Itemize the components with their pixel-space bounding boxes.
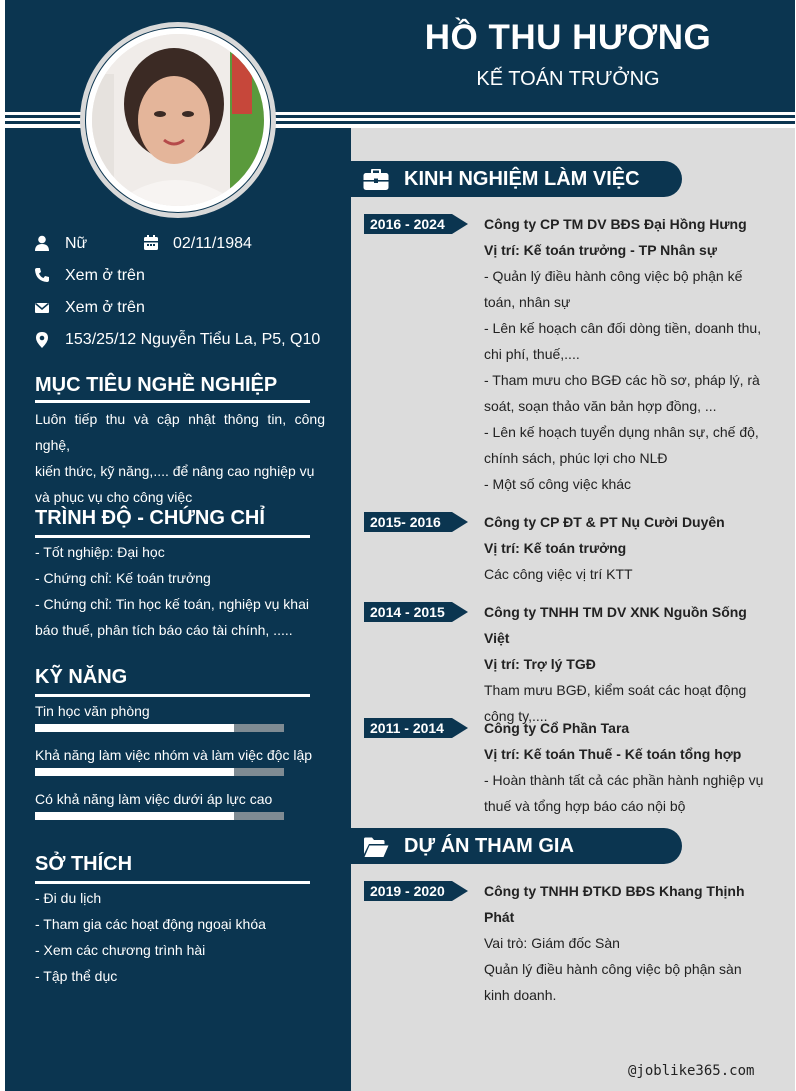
projects-title: DỰ ÁN THAM GIA	[404, 835, 574, 857]
avatar	[92, 34, 264, 206]
job-line: - Một số công việc khác	[484, 476, 632, 492]
job-line: toán, nhân sự	[484, 294, 571, 310]
job-line: - Hoàn thành tất cả các phần hành nghiệp vụ	[484, 772, 764, 788]
education-divider	[35, 535, 310, 538]
skill-label: Tin học văn phòng	[35, 703, 150, 719]
period-text: 2014 - 2015	[370, 604, 445, 620]
skill-bar	[35, 768, 284, 776]
job-position: Vị trí: Kế toán Thuế - Kế toán tổng hợp	[484, 746, 742, 762]
job-company: Công ty TNHH TM DV XNK Nguồn Sống Việt	[484, 604, 747, 646]
hobbies-divider	[35, 881, 310, 884]
candidate-name: HỒ THU HƯƠNG	[424, 18, 712, 57]
project-line: kinh doanh.	[484, 987, 557, 1003]
location-icon	[34, 332, 50, 348]
job-company: Công ty CP TM DV BĐS Đại Hồng Hưng	[484, 216, 747, 232]
skill-label: Có khả năng làm việc dưới áp lực cao	[35, 791, 273, 807]
period-arrow	[452, 881, 468, 901]
job-entry	[484, 509, 765, 587]
experience-title: KINH NGHIỆM LÀM VIỆC	[404, 168, 640, 190]
objective-line: Luôn tiếp thu và cập nhật thông tin, công nghệ,	[35, 411, 325, 453]
objective-text	[35, 406, 325, 510]
period-text: 2015- 2016	[370, 514, 441, 530]
skill-label: Khả năng làm việc nhóm và làm việc độc lập	[35, 747, 313, 763]
period-text: 2019 - 2020	[370, 883, 445, 899]
briefcase-icon	[363, 169, 389, 191]
address-value: 153/25/12 Nguyễn Tiểu La, P5, Q10	[65, 331, 321, 348]
education-line: báo thuế, phân tích báo cáo tài chính, .....	[35, 622, 293, 638]
period-arrow	[452, 512, 468, 532]
calendar-icon	[143, 235, 159, 251]
education-text	[35, 539, 325, 643]
project-company: Công ty TNHH ĐTKD BĐS Khang Thịnh Phát	[484, 883, 745, 925]
objective-divider	[35, 400, 310, 403]
phone-value: Xem ở trên	[65, 267, 145, 284]
skill-bar	[35, 724, 284, 732]
projects-band	[351, 828, 682, 864]
hobbies-title: SỞ THÍCH	[35, 853, 133, 875]
email-icon	[34, 300, 50, 316]
skill-bar-fill	[35, 724, 234, 732]
job-line: - Quản lý điều hành công việc bộ phận kế	[484, 268, 743, 284]
user-icon	[34, 235, 50, 251]
education-line: - Tốt nghiệp: Đại học	[35, 544, 165, 560]
education-title: TRÌNH ĐỘ - CHỨNG CHỈ	[35, 507, 265, 529]
brand-watermark: @joblike365.com	[628, 1063, 755, 1079]
job-line: thuế và tổng hợp báo cáo nội bộ	[484, 798, 686, 814]
hobby-item: - Tham gia các hoạt động ngoại khóa	[35, 916, 266, 932]
job-position: Vị trí: Trợ lý TGĐ	[484, 656, 596, 672]
period-arrow	[452, 602, 468, 622]
objective-line: và phục vụ cho công việc	[35, 489, 193, 505]
email-value: Xem ở trên	[65, 299, 145, 316]
job-line: Các công việc vị trí KTT	[484, 566, 633, 582]
job-position: Vị trí: Kế toán trưởng	[484, 540, 627, 556]
skill-bar-fill	[35, 812, 234, 820]
period-text: 2011 - 2014	[370, 720, 444, 736]
skill-bar	[35, 812, 284, 820]
birthday-value: 02/11/1984	[173, 235, 252, 252]
job-line: công ty,....	[484, 708, 548, 724]
job-line: chính sách, phúc lợi cho NLĐ	[484, 450, 668, 466]
job-line: soát, soạn thảo văn bản hợp đồng, ...	[484, 398, 717, 414]
job-position: Vị trí: Kế toán trưởng - TP Nhân sự	[484, 242, 717, 258]
phone-icon	[34, 267, 50, 283]
avatar-portrait	[92, 34, 264, 206]
objective-line: kiến thức, kỹ năng,.... để nâng cao nghiệp vụ	[35, 463, 315, 479]
job-entry	[484, 599, 765, 729]
period-text: 2016 - 2024	[370, 216, 445, 232]
job-line: - Lên kế hoạch cân đối dòng tiền, doanh thu,	[484, 320, 762, 336]
job-line: chi phí, thuế,....	[484, 346, 580, 362]
project-entry	[484, 878, 765, 1008]
job-line: Tham mưu BGĐ, kiểm soát các hoạt động	[484, 682, 747, 698]
job-entry	[484, 211, 765, 497]
candidate-title: KẾ TOÁN TRƯỞNG	[476, 68, 660, 90]
experience-band	[351, 161, 682, 197]
hobby-item: - Đi du lịch	[35, 890, 102, 906]
period-arrow	[452, 214, 468, 234]
folder-open-icon	[363, 836, 389, 858]
period-arrow	[452, 718, 468, 738]
hobby-item: - Tập thể dục	[35, 968, 118, 984]
education-line: - Chứng chỉ: Tin học kế toán, nghiệp vụ khai	[35, 596, 309, 612]
skill-bar-fill	[35, 768, 234, 776]
skills-divider	[35, 694, 310, 697]
job-company: Công ty Cổ Phần Tara	[484, 720, 630, 736]
project-role: Vai trò: Giám đốc Sàn	[484, 935, 620, 951]
hobby-item: - Xem các chương trình hài	[35, 942, 206, 958]
job-line: - Lên kế hoạch tuyển dụng nhân sự, chế độ,	[484, 424, 759, 440]
job-line: - Tham mưu cho BGĐ các hồ sơ, pháp lý, rà	[484, 372, 760, 388]
hobbies-list	[35, 885, 325, 989]
job-entry	[484, 715, 765, 819]
skills-title: KỸ NĂNG	[35, 666, 128, 688]
project-line: Quản lý điều hành công việc bộ phận sàn	[484, 961, 742, 977]
gender-value: Nữ	[65, 235, 88, 252]
job-company: Công ty CP ĐT & PT Nụ Cười Duyên	[484, 514, 725, 530]
education-line: - Chứng chỉ: Kế toán trưởng	[35, 570, 211, 586]
objective-title: MỤC TIÊU NGHỀ NGHIỆP	[35, 374, 278, 396]
